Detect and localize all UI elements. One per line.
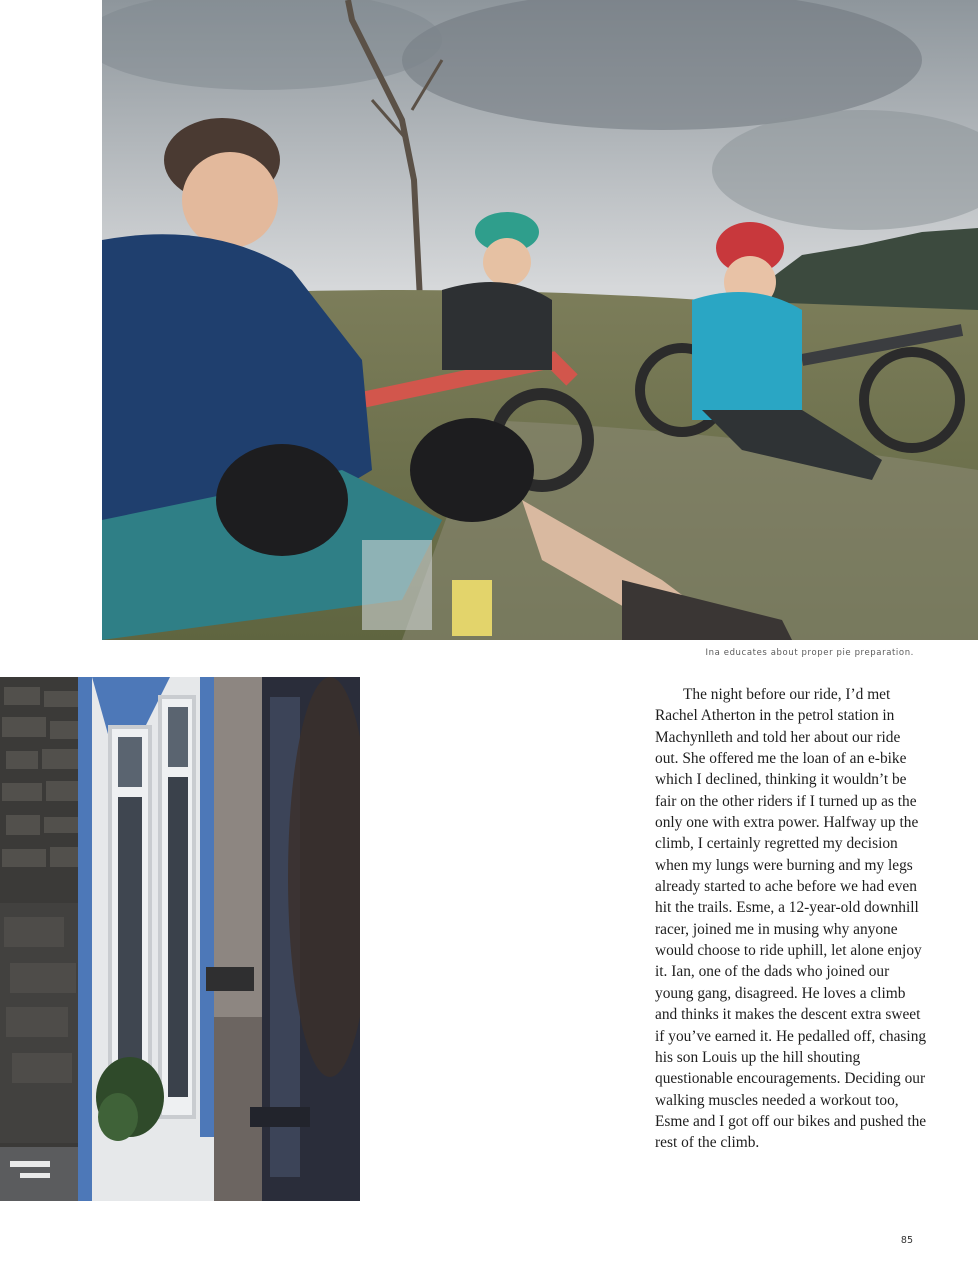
photo-illustration: [102, 0, 978, 640]
riders-resting-photo: [102, 0, 978, 640]
street-illustration: [0, 677, 360, 1201]
photo-caption: Ina educates about proper pie preparation.: [705, 648, 914, 658]
village-street-photo: [0, 677, 360, 1201]
page-number: 85: [900, 1235, 913, 1246]
article-body-text: The night before our ride, I’d met Rachel Atherton in the petrol station in Machynlleth and told her about our ride out. She offered me the loan of an e-bike which I declined, thinking it wouldn’t be fair on the other riders if I turned up as the only one with extra power. Halfway up the climb, I certainly regretted my decision when my lungs were burning and my legs already started to ache before we had even hit the trails. Esme, a 12-year-old downhill racer, joined me in musing why anyone would choose to ride uphill, let alone enjoy it. Ian, one of the dads who joined our young gang, disagreed. He loves a climb and thinks it makes the descent extra sweet if you’ve earned it. He pedalled off, chasing his son Louis up the hill shouting questionable encouragements. Deciding our walking muscles needed a workout too, Esme and I got off our bikes and pushed the rest of the climb.: [655, 686, 927, 1152]
